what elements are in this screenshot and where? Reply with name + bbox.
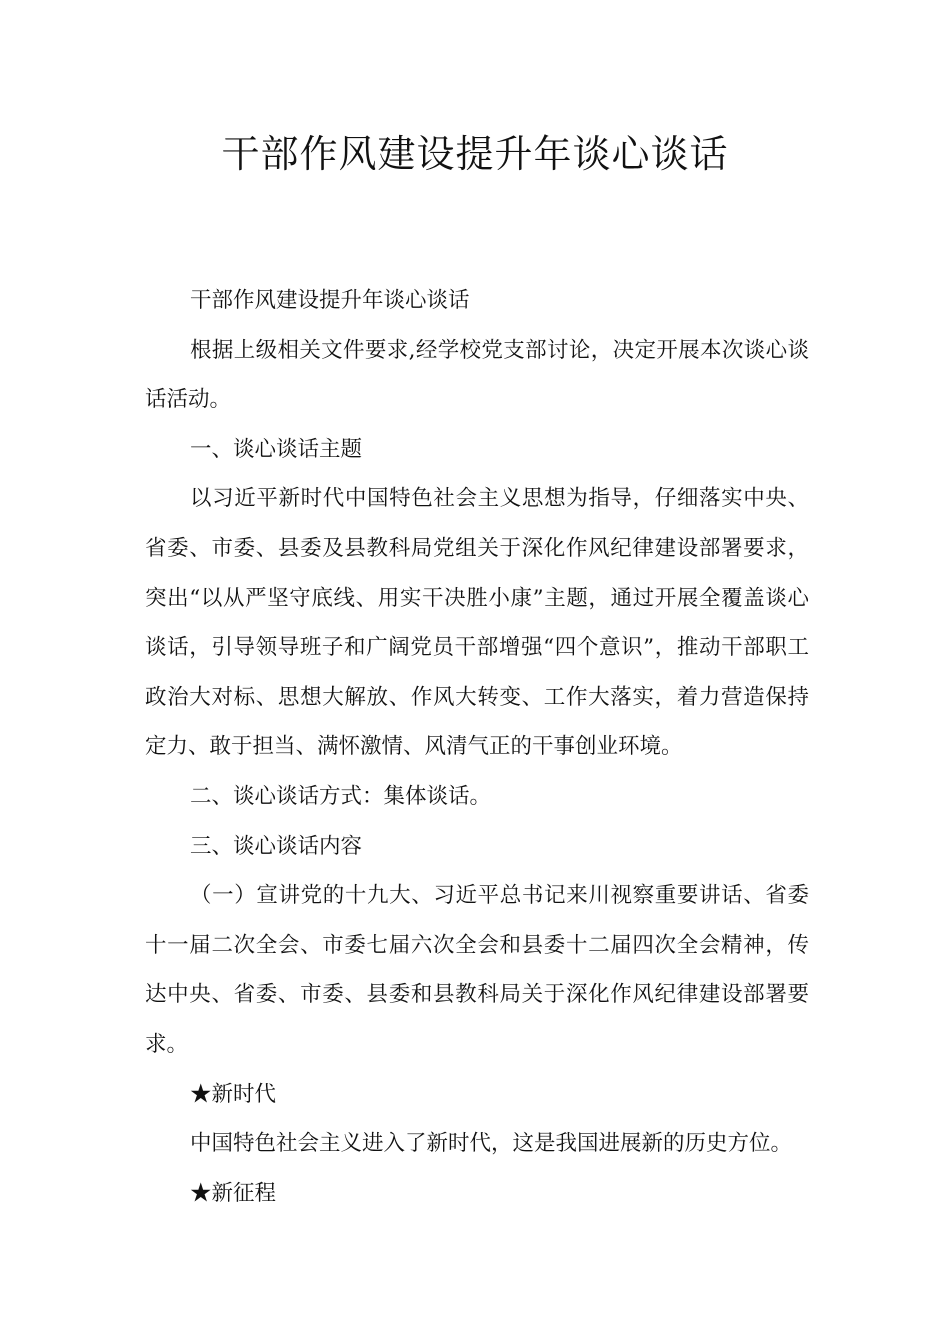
paragraph-subtitle: 干部作风建设提升年谈心谈话 [190, 288, 470, 313]
paragraph-theme: 以习近平新时代中国特色社会主义思想为指导，仔细落实中央、省委、市委、县委及县教科局党组关于深化作风纪律建设部署要求，突出“以从严坚守底线、用实干决胜小康”主题，通过开展全覆盖谈心谈话，引导领导班子和广阔党员干部增强“四个意识”，推动干部职工政治大对标、思想大解放、作风大转变、工作大落实，着力营造保持定力、敢于担当、满怀激情、风清气正的干事创业环境。 [145, 486, 809, 760]
star-heading-new-era: ★新时代 [190, 1081, 277, 1107]
star-heading-new-journey: ★新征程 [190, 1180, 277, 1206]
paragraph-intro: 根据上级相关文件要求,经学校党支部讨论，决定开展本次谈心谈话活动。 [145, 337, 809, 413]
document-title: 干部作风建设提升年谈心谈话 [221, 132, 729, 176]
section-heading-2: 二、谈心谈话方式：集体谈话。 [190, 783, 492, 809]
section-heading-3: 三、谈心谈话内容 [190, 833, 363, 859]
paragraph-content-1: （一）宣讲党的十九大、习近平总书记来川视察重要讲话、省委十一届二次全会、市委七届六次全会和县委十二届四次全会精神，传达中央、省委、市委、县委和县教科局关于深化作风纪律建设部署要求。 [145, 883, 809, 1057]
paragraph-new-era: 中国特色社会主义进入了新时代，这是我国进展新的历史方位。 [190, 1131, 793, 1157]
document-body [145, 276, 809, 1218]
section-heading-1: 一、谈心谈话主题 [190, 436, 363, 462]
